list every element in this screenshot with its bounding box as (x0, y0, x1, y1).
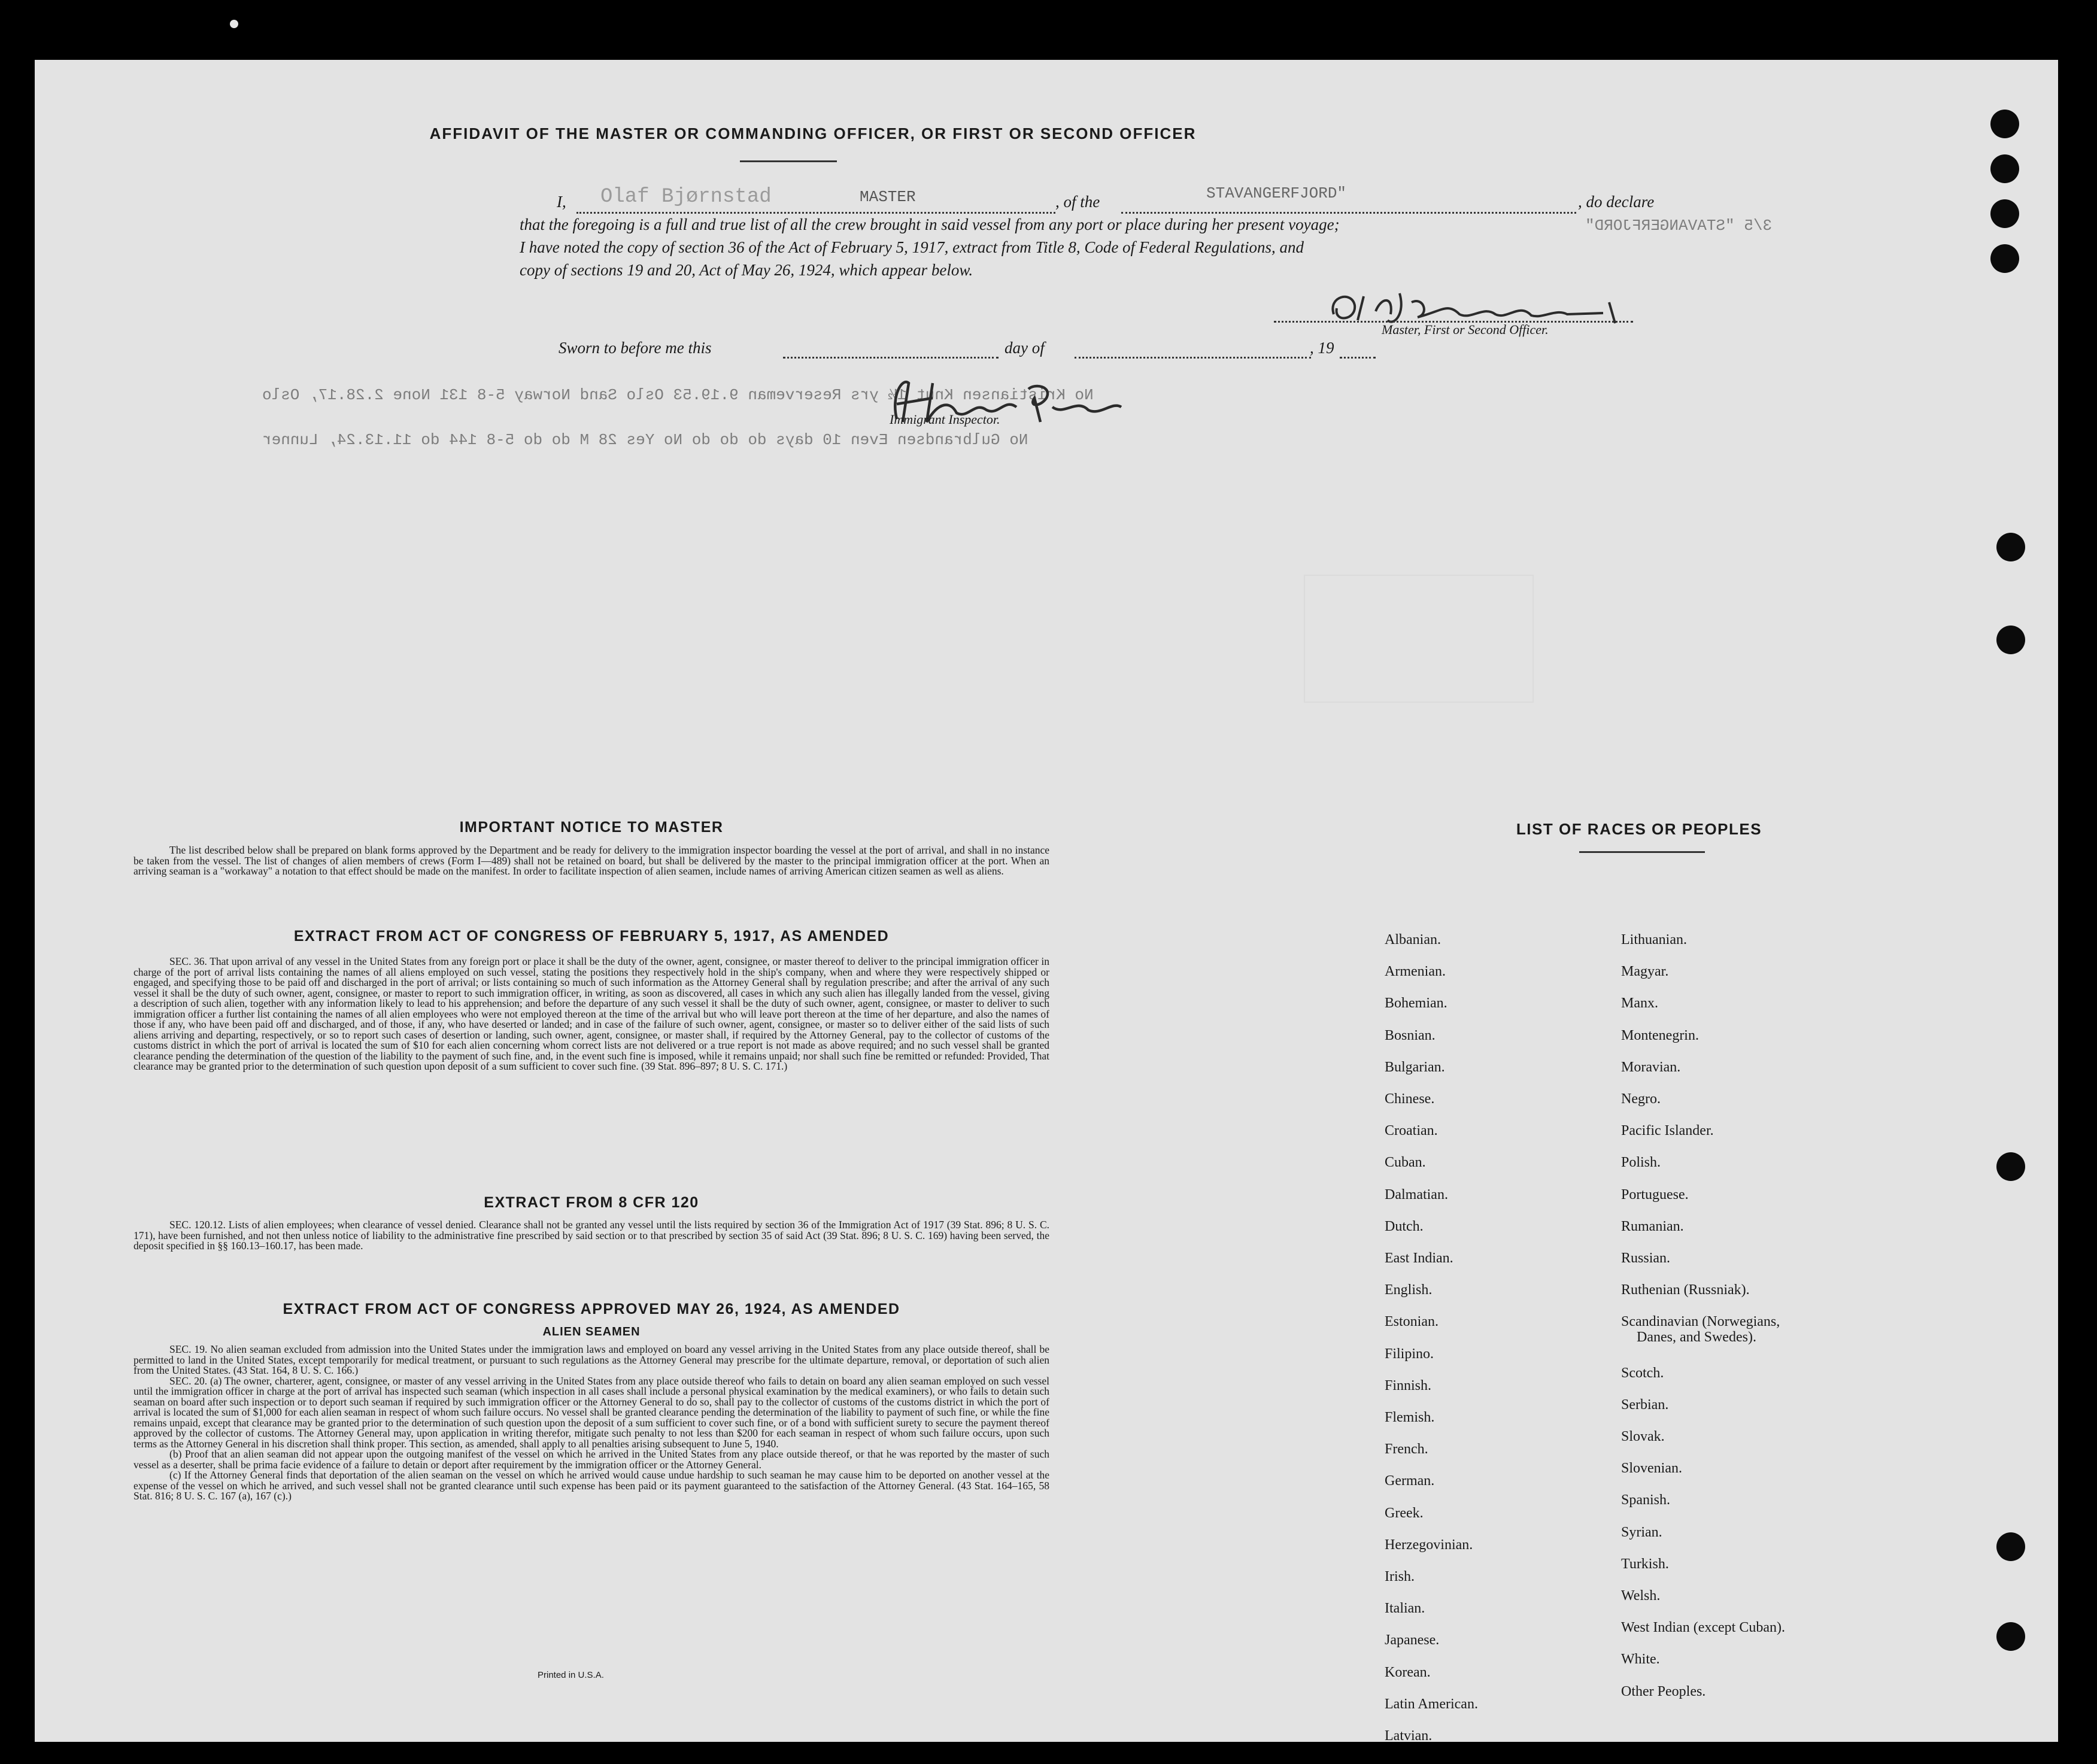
bleed-through-side-note: 3/5 "STAVANGERFJORD" (1585, 217, 1773, 235)
printed-in-usa: Printed in U.S.A. (538, 1670, 604, 1680)
binder-hole (1990, 110, 2019, 138)
race-item: German. (1385, 1473, 1435, 1489)
declaration-line-2: that the foregoing is a full and true list of all the crew brought in said vessel from any port or place during her present voyage; (520, 215, 1340, 233)
extract-1917-title: EXTRACT FROM ACT OF CONGRESS OF FEBRUARY 5, 1917, AS AMENDED (293, 928, 890, 945)
binder-hole (1990, 199, 2019, 228)
affidavit-title: AFFIDAVIT OF THE MASTER OR COMMANDING OFFICER, OR FIRST OR SECOND OFFICER (429, 125, 1197, 142)
race-item: Danes, and Swedes). (1637, 1329, 1756, 1346)
race-item: Magyar. (1621, 964, 1669, 980)
race-item: Serbian. (1621, 1396, 1669, 1413)
race-item: Chinese. (1385, 1091, 1435, 1107)
race-item: Japanese. (1385, 1632, 1440, 1648)
race-item: Syrian. (1621, 1524, 1662, 1540)
alien-seamen-subtitle: ALIEN SEAMEN (542, 1325, 641, 1338)
binder-hole (1996, 533, 2025, 561)
race-item: Bulgarian. (1385, 1059, 1445, 1075)
sworn-label: Sworn to before me this (559, 339, 712, 357)
race-item: Italian. (1385, 1601, 1425, 1617)
vessel-name: STAVANGERFJORD" (1206, 184, 1347, 202)
race-item: Negro. (1621, 1091, 1661, 1107)
race-item: Latvian. (1385, 1728, 1433, 1744)
form-page (35, 60, 2058, 1742)
declaration-line-4: copy of sections 19 and 20, Act of May 26, 1924, which appear below. (520, 261, 973, 279)
affidavit-prefix: I, (557, 193, 566, 211)
master-caption: Master, First or Second Officer. (1382, 322, 1549, 337)
race-item: Polish. (1621, 1155, 1661, 1171)
race-item: Portuguese. (1621, 1186, 1689, 1203)
binder-hole (1996, 1152, 2025, 1181)
races-title: LIST OF RACES OR PEOPLES (1516, 820, 1762, 838)
race-item: Pacific Islander. (1621, 1123, 1714, 1139)
race-item: Moravian. (1621, 1059, 1681, 1075)
race-item: Armenian. (1385, 964, 1446, 980)
year-label: , 19 (1310, 339, 1334, 357)
race-item: Lithuanian. (1621, 932, 1687, 948)
sec-20a-paragraph: SEC. 20. (a) The owner, charterer, agent, consignee, or master of any vessel arriving in the United States from any place outside thereof who fails to detain on board any alien seaman employed on such vessel until the immigration officer in charge at the port of arrival has inspected such seaman (which inspection in all cases shall include a personal physical examination by the medical examiners), or who fails to detain such seaman on board after such inspection or to deport such seaman if required by such immigration officer or the Attorney General to do so, shall pay to the collector of customs of the customs district in which the port of arrival is located the sum of $1,000 for each alien seaman in respect of whom such failure occurs. No vessel shall be granted clearance pending the determination of the liability to payment of such fine, or while the fine remains unpaid, except that clearance may be granted prior to the determination of such question upon the deposit of a sum sufficient to cover such fine, or of a bond with sufficient surety to secure the payment thereof approved by the collector of customs. The Attorney General may, upon application in writing therefor, mitigate such penalty to not less than $200 for each seaman in respect of whom such failure occurs, upon such terms as the Attorney General in his discretion shall think proper. This section, as amended, shall apply to all penalties arising subsequent to June 5, 1940. (133, 1374, 1049, 1450)
race-item: Scandinavian (Norwegians, (1621, 1314, 1780, 1330)
binder-hole (1996, 1622, 2025, 1651)
race-item: Turkish. (1621, 1556, 1669, 1572)
bleed-through-row-2: No Gulbrandsen Even 10 days do do do No Yes 28 M do do 5-8 144 do 11.13.24, Lunner (262, 431, 1028, 449)
race-item: Croatian. (1385, 1123, 1438, 1139)
inspector-caption: Immigrant Inspector. (890, 412, 1000, 427)
race-item: Korean. (1385, 1664, 1431, 1680)
binder-hole (1996, 626, 2025, 654)
sec-36-paragraph: SEC. 36. That upon arrival of any vessel in the United States from any foreign port or place it shall be the duty of the owner, agent, consignee, or master thereof to deliver to the principal immigration officer in charge of the port of arrival lists containing the names of all aliens employed on such vessel, stating the positions they respectively hold in the ship's company, when and where they were respectively shipped or engaged, and specifying those to be paid off and discharged in the port of arrival; or lists containing so much of such information as the Attorney General shall by regulation prescribe; and after the arrival of any such vessel it shall be the duty of such owner, agent, consignee, or master to report to such immigration officer, in writing, as soon as discovered, all cases in which any such alien has illegally landed from the vessel, giving a description of such alien, together with any information likely to lead to his apprehension; and before the departure of any such vessel it shall be the duty of such owner, agent, consignee, or master to deliver to such immigration officer a further list containing the names of all alien employees who were not employed thereon at the time of the arrival but who will leave port thereon at the time of her departure, and also the names of those if any, who have been paid off and discharged, and of those, if any, who have deserted or landed; and in case of the failure of such owner, agent, consignee, or master so to deliver either of the said lists of such aliens arriving and departing, respectively, or so to report such cases of desertion or landing, such owner, agent, consignee, or master shall, if required by the Attorney General, pay to the collector of customs of the customs district in which the port of arrival is located the sum of $10 for each alien concerning whom correct lists are not delivered or a true report is not made as above required; and no such vessel shall be granted clearance pending the determination of the question of the liability to the payment of such fine, and, in the event such fine is imposed, while it remains unpaid; nor shall such fine be remitted or refunded: Provided, That clearance may be granted prior to the determination of such question upon deposit of a sum sufficient to cover such fine. (39 Stat. 896–897; 8 U. S. C. 171.) (133, 955, 1049, 1072)
sec-20b-paragraph: (b) Proof that an alien seaman did not appear upon the outgoing manifest of the vessel on which he arrived in the United States from any place outside thereof, or that he was reported by the master of such vessel as a deserter, shall be prima facie evidence of a failure to detain or deport after requirement by the immigration officer or the Attorney General. (133, 1448, 1049, 1471)
race-item: Russian. (1621, 1250, 1671, 1266)
race-item: Albanian. (1385, 932, 1441, 948)
day-of-label: day of (1005, 339, 1045, 357)
corner-speck (230, 20, 238, 28)
race-item: French. (1385, 1441, 1428, 1458)
race-item: Latin American. (1385, 1696, 1478, 1712)
do-declare-label: , do declare (1578, 193, 1655, 211)
race-item: Bosnian. (1385, 1027, 1436, 1043)
race-item: Slovak. (1621, 1429, 1665, 1444)
race-item: White. (1621, 1651, 1660, 1668)
race-item: Ruthenian (Russniak). (1621, 1282, 1750, 1298)
race-item: Slovenian. (1621, 1461, 1682, 1477)
extract-1924-title: EXTRACT FROM ACT OF CONGRESS APPROVED MAY 26, 1924, AS AMENDED (283, 1301, 900, 1317)
notice-paragraph: The list described below shall be prepared on blank forms approved by the Department and be ready for delivery to the immigration inspector boarding the vessel at the port of arrival, and shall in no instance be taken from the vessel. The list of changes of alien members of crews (Form I—489) shall not be retained on board, but shall be delivered by the master to the principal immigration officer at the port. When an arriving seaman is a "workaway" a notation to that effect should be made on the manifest. In order to facilitate inspection of alien seamen, include names of arriving American citizen seamen as well as aliens. (133, 844, 1049, 877)
race-item: Dalmatian. (1385, 1186, 1448, 1203)
race-item: Manx. (1621, 995, 1658, 1012)
race-item: Estonian. (1385, 1314, 1439, 1330)
binder-hole (1996, 1532, 2025, 1561)
master-name: Olaf Bjørnstad (600, 186, 772, 208)
race-item: West Indian (except Cuban). (1621, 1620, 1785, 1636)
binder-hole (1990, 154, 2019, 183)
race-item: East Indian. (1385, 1250, 1453, 1266)
sec-20c-paragraph: (c) If the Attorney General finds that deportation of the alien seaman on the vessel on which he arrived would cause undue hardship to such seaman he may cause him to be deported on another vessel at the expense of the vessel on which he arrived, and such vessel shall not be granted clearance until such expense has been paid or its payment guaranteed to the satisfaction of the Attorney General. (43 Stat. 164–165, 58 Stat. 816; 8 U. S. C. 167 (a), 167 (c).) (133, 1469, 1049, 1502)
race-item: Spanish. (1621, 1492, 1671, 1508)
race-item: English. (1385, 1282, 1433, 1298)
race-item: Scotch. (1621, 1365, 1664, 1381)
race-item: Herzegovinian. (1385, 1537, 1473, 1553)
binder-hole (1990, 244, 2019, 273)
race-item: Greek. (1385, 1505, 1424, 1521)
race-item: Irish. (1385, 1569, 1415, 1584)
race-item: Dutch. (1385, 1218, 1424, 1234)
declaration-line-3: I have noted the copy of section 36 of the Act of February 5, 1917, extract from Title 8, Code of Federal Regulations, and (520, 238, 1304, 256)
notice-title: IMPORTANT NOTICE TO MASTER (459, 819, 724, 836)
races-right-column (35, 60, 2058, 1742)
race-item: Other Peoples. (1621, 1683, 1706, 1699)
sec-120-paragraph: SEC. 120.12. Lists of alien employees; when clearance of vessel denied. Clearance shall not be granted any vessel until the lists required by section 36 of the Immigration Act of 1917 (39 Stat. 896; 8 U. S. C. 171), have been furnished, and not then unless notice of liability to the administrative fine prescribed by said section or to that prescribed by section 35 of said Act (39 Stat. 896; 8 U. S. C. 169) having been served, the deposit specified in §§ 160.13–160.17, has been made. (133, 1219, 1049, 1252)
sec-19-paragraph: SEC. 19. No alien seaman excluded from admission into the United States under the immigration laws and employed on board any vessel arriving in the United States from any place outside thereof, shall be permitted to land in the United States, except temporarily for medical treatment, or pursuant to such regulations as the Attorney General may prescribe for the ultimate departure, removal, or deportation of such alien from the United States. (43 Stat. 164, 8 U. S. C. 166.) (133, 1343, 1049, 1376)
race-item: Rumanian. (1621, 1218, 1684, 1234)
race-item: Welsh. (1621, 1588, 1661, 1604)
race-item: Bohemian. (1385, 995, 1447, 1012)
extract-cfr-title: EXTRACT FROM 8 CFR 120 (484, 1194, 699, 1211)
master-rank: MASTER (860, 188, 916, 206)
of-the-label: , of the (1055, 193, 1100, 211)
bleed-through-row-1: No Kristiansen Knut 1½ yrs Reserveman 9.19.53 Oslo Sand Norway 5-8 131 None 2.28.17, Oslo (262, 386, 1094, 404)
race-item: Flemish. (1385, 1410, 1435, 1425)
race-item: Filipino. (1385, 1346, 1434, 1362)
race-item: Montenegrin. (1621, 1027, 1699, 1043)
race-item: Finnish. (1385, 1377, 1432, 1393)
race-item: Cuban. (1385, 1155, 1426, 1171)
